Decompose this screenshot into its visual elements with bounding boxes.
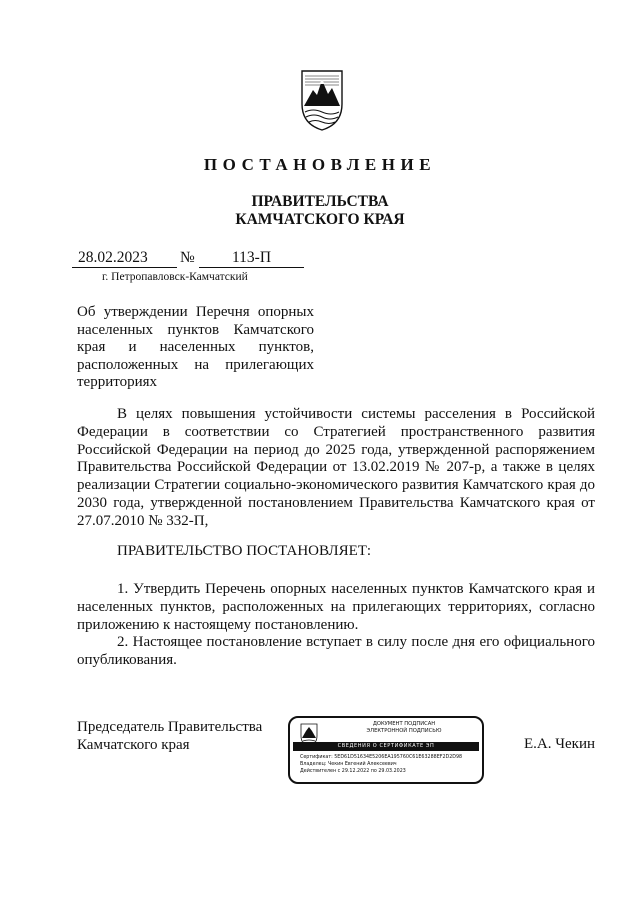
number-underline (199, 267, 304, 268)
issuer-line-2: КАМЧАТСКОГО КРАЯ (235, 211, 405, 228)
signatory-position-line-2: Камчатского края (77, 737, 190, 753)
stamp-heading-line-1: ДОКУМЕНТ ПОДПИСАН (372, 721, 436, 727)
resolves-heading: ПРАВИТЕЛЬСТВО ПОСТАНОВЛЯЕТ: (117, 543, 372, 559)
resolution-item-1: 1. Утвердить Перечень опорных населенных пунктов Камчатского края и населенных пунктов, расположенных на прилегающих территориях, согласно приложению к настоящему постановлению. (77, 581, 595, 633)
stamp-owner: Владелец: Чекин Евгений Алексеевич (300, 762, 397, 767)
number-sign: № (180, 249, 195, 266)
document-date: 28.02.2023 (78, 249, 148, 266)
stamp-heading-line-2: ЭЛЕКТРОННОЙ ПОДПИСЬЮ (366, 727, 442, 734)
signatory-position (77, 718, 262, 754)
issuer-line-1: ПРАВИТЕЛЬСТВА (251, 193, 389, 210)
document-subject: Об утверждении Перечня опорных населенных пунктов Камчатского края и населенных пунктов, расположенных на прилегающих территориях (77, 304, 314, 391)
stamp-heading (334, 721, 474, 734)
stamp-certificate-band: СВЕДЕНИЯ О СЕРТИФИКАТЕ ЭП (293, 742, 479, 751)
signatory-position-line-1: Председатель Правительства (77, 719, 263, 735)
resolution-item-2: 2. Настоящее постановление вступает в силу после дня его официального опубликования. (77, 634, 595, 668)
stamp-certificate-id: Сертификат: 5ED61D51634E5206EA195760C61E63288EF2D2D98 (300, 755, 463, 760)
document-number: 113-П (232, 249, 272, 266)
issue-city: г. Петропавловск-Камчатский (102, 271, 248, 283)
coat-of-arms-icon (299, 68, 345, 132)
signatory-name: Е.А. Чекин (524, 736, 595, 752)
date-underline (72, 267, 177, 268)
document-title: ПОСТАНОВЛЕНИЕ (203, 155, 437, 174)
electronic-signature-stamp (288, 716, 484, 784)
stamp-validity: Действителен с 29.12.2022 по 29.03.2023 (300, 769, 406, 774)
preamble-paragraph: В целях повышения устойчивости системы расселения в Российской Федерации в соответствии со Стратегией пространственного развития Российской Федерации на период до 2025 года, утвержденной распоряжением Правительства Российской Федерации от 13.02.2019 № 207-р, а также в целях реализации Стратегии социально-экономического развития Камчатского края до 2030 года, утвержденной постановлением Правительства Камчатского края от 27.07.2010 № 332-П, (77, 406, 595, 529)
